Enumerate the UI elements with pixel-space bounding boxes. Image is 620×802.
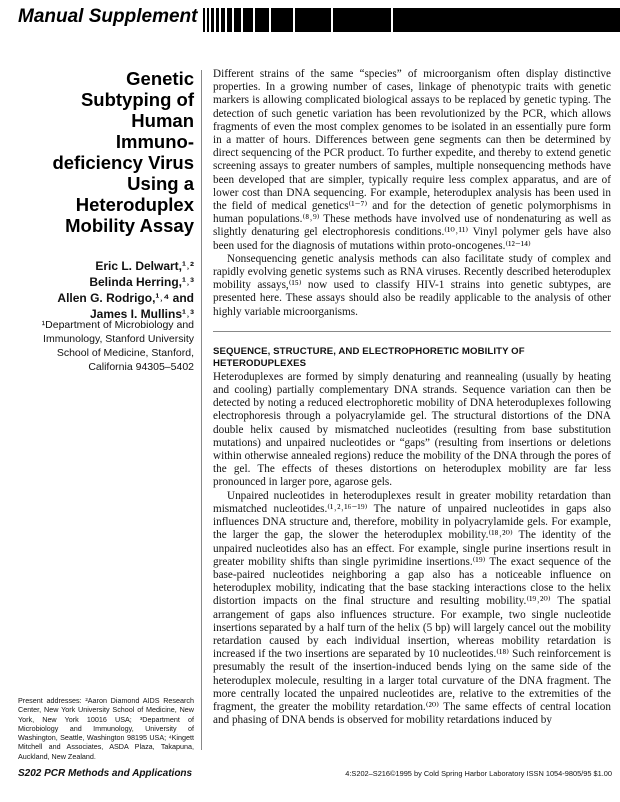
- footer-page-journal: S202 PCR Methods and Applications: [18, 768, 193, 779]
- header-stripes-decoration: [203, 8, 620, 32]
- column-divider: [201, 70, 202, 750]
- header-bar: [0, 0, 620, 38]
- present-addresses-footnote: Present addresses: ²Aaron Diamond AIDS Research Center, New York University School of Medicine, New York, New York 10016 USA; ³Department of Microbiology and Immunology, University of Washington, Seattle, Washington 98195 USA; ⁴Kingett Mitchell and Associates, ASDA Plaza, Takapuna, Auckland, New Zealand.: [18, 696, 194, 761]
- section-heading: SEQUENCE, STRUCTURE, AND ELECTROPHORETIC MOBILITY OF HETERODUPLEXES: [213, 345, 525, 369]
- author: Belinda Herring,¹˒³: [89, 275, 194, 289]
- intro-paragraph: Different strains of the same “species” of microorganism often display distinctive properties. In a growing number of cases, linkage of phenotypic traits with genetic markers is allowing complicated biological assays to be replaced by genetic typing. The detection of such genetic variation has been revolutionized by the PCR, which allows fragments of even the most complex genomes to be isolated in an essentially pure form in a matter of hours. Differences between gene segments can then be determined by direct sequencing of the PCR product. To further expedite, and thereby to extend genetic screening assays to greater numbers of samples, multiple nonsequencing methods have been developed that are simpler, typically require less complex apparatus, and are of lower cost than DNA sequencing. For example, heteroduplex analysis has been used in the field of medical genetics⁽¹⁻⁷⁾ and for the detection of genetic polymorphisms in human populations.⁽⁸˒⁹⁾ These methods have involved use of nondenaturing as well as slightly denaturing gel electrophoresis conditions.⁽¹⁰˒¹¹⁾ Vinyl polymer gels have also been used for the diagnosis of mutations within proto-oncogenes.⁽¹²⁻¹⁴⁾: [213, 68, 611, 252]
- title-line: Subtyping of: [80, 89, 194, 110]
- author: James I. Mullins¹˒³: [89, 307, 194, 321]
- main-text-column: [213, 68, 611, 727]
- affiliation: ¹Department of Microbiology and Immunology, Stanford University School of Medicine, Stanford, California 94305–5402: [41, 319, 194, 373]
- title-line: deficiency Virus: [52, 152, 194, 173]
- author: Eric L. Delwart,¹˒²: [95, 259, 194, 273]
- title-line: Mobility Assay: [65, 215, 194, 236]
- title-line: Human: [131, 110, 194, 131]
- title-line: Heteroduplex: [75, 194, 194, 215]
- title-line: Genetic: [126, 68, 194, 89]
- author-list: [18, 258, 194, 322]
- footer-copyright: 4:S202–S216©1995 by Cold Spring Harbor Laboratory ISSN 1054-9805/95 $1.00: [345, 769, 612, 778]
- author: Allen G. Rodrigo,¹˒⁴ and: [57, 291, 194, 305]
- intro-paragraph-2: Nonsequencing genetic analysis methods can also facilitate study of complex and rapidly evolving genetic systems such as RNA viruses. Recently described heteroduplex mobility assays,⁽¹⁵⁾ now used to classify HIV-1 strains into genetic subtypes, are presented here. These assays should also be readily applicable to the analysis of other highly variable microorganisms.: [213, 252, 611, 318]
- title-block: [18, 68, 194, 236]
- header-title: Manual Supplement: [18, 6, 198, 27]
- page-footer: [18, 768, 612, 784]
- article-title: [18, 68, 194, 236]
- title-line: Immuno-: [115, 131, 194, 152]
- body-paragraph-2: Unpaired nucleotides in heteroduplexes result in greater mobility retardation than mismatched nucleotides.⁽¹˒²˒¹⁶⁻¹⁹⁾ The nature of unpaired nucleotides in gaps also influences DNA structure and, therefore, mobility in polyacrylamide gels. For example, the larger the gap, the slower the heteroduplex mobility.⁽¹⁸˒²⁰⁾ The identity of the unpaired nucleotides also has an effect. For example, single purine insertions result in greater mobility shifts than single pyrimidine insertions.⁽¹⁹⁾ The exact sequence of the base-paired nucleotides neighboring a gap also has a noticeable influence on heteroduplex mobility, indicating that the base stacking interactions close to the helix distortion impacts on the final structure and resulting mobility.⁽¹⁹˒²⁰⁾ The spatial arrangement of gaps also influences structure. For example, two single nucleotide insertions separated by a half turn of the helix (5 bp) will largely cancel out the mobility retardation caused by each individual insertion, whereas mobility retardation is increased if the two insertions are separated by 10 nucleotides.⁽¹⁸⁾ Such reinforcement is presumably the result of the insertion-induced bends lying on the same side of the heteroduplex molecule, resulting in a larger total curvature of the DNA fragment. The more centrally located the unpaired nucleotides are, relative to the extremities of the fragment, the greater the mobility retardation.⁽²⁰⁾ The same effects of central location and phasing of DNA bends is observed for mobility retardations induced by: [213, 489, 611, 727]
- section-divider: [213, 331, 611, 332]
- body-paragraph: Heteroduplexes are formed by simply denaturing and reannealing (usually by heating and cooling) partially complementary DNA strands. Sequence variation can then be detected by noting a reduced electrophoretic mobility of DNA heteroduplexes following electrophoresis through a polyacrylamide gel. The structural distortions of the DNA double helix caused by mismatched nucleotides (resulting from base substitution mutations) and unpaired nucleotides or “gaps” (resulting from insertions or deletions within otherwise annealed regions) reduce the mobility of the DNA through the pores of the gel. The effects of theses distortions on heteroduplex mobility are far less pronounced in larger pore, agarose gels.: [213, 370, 611, 489]
- title-line: Using a: [127, 173, 194, 194]
